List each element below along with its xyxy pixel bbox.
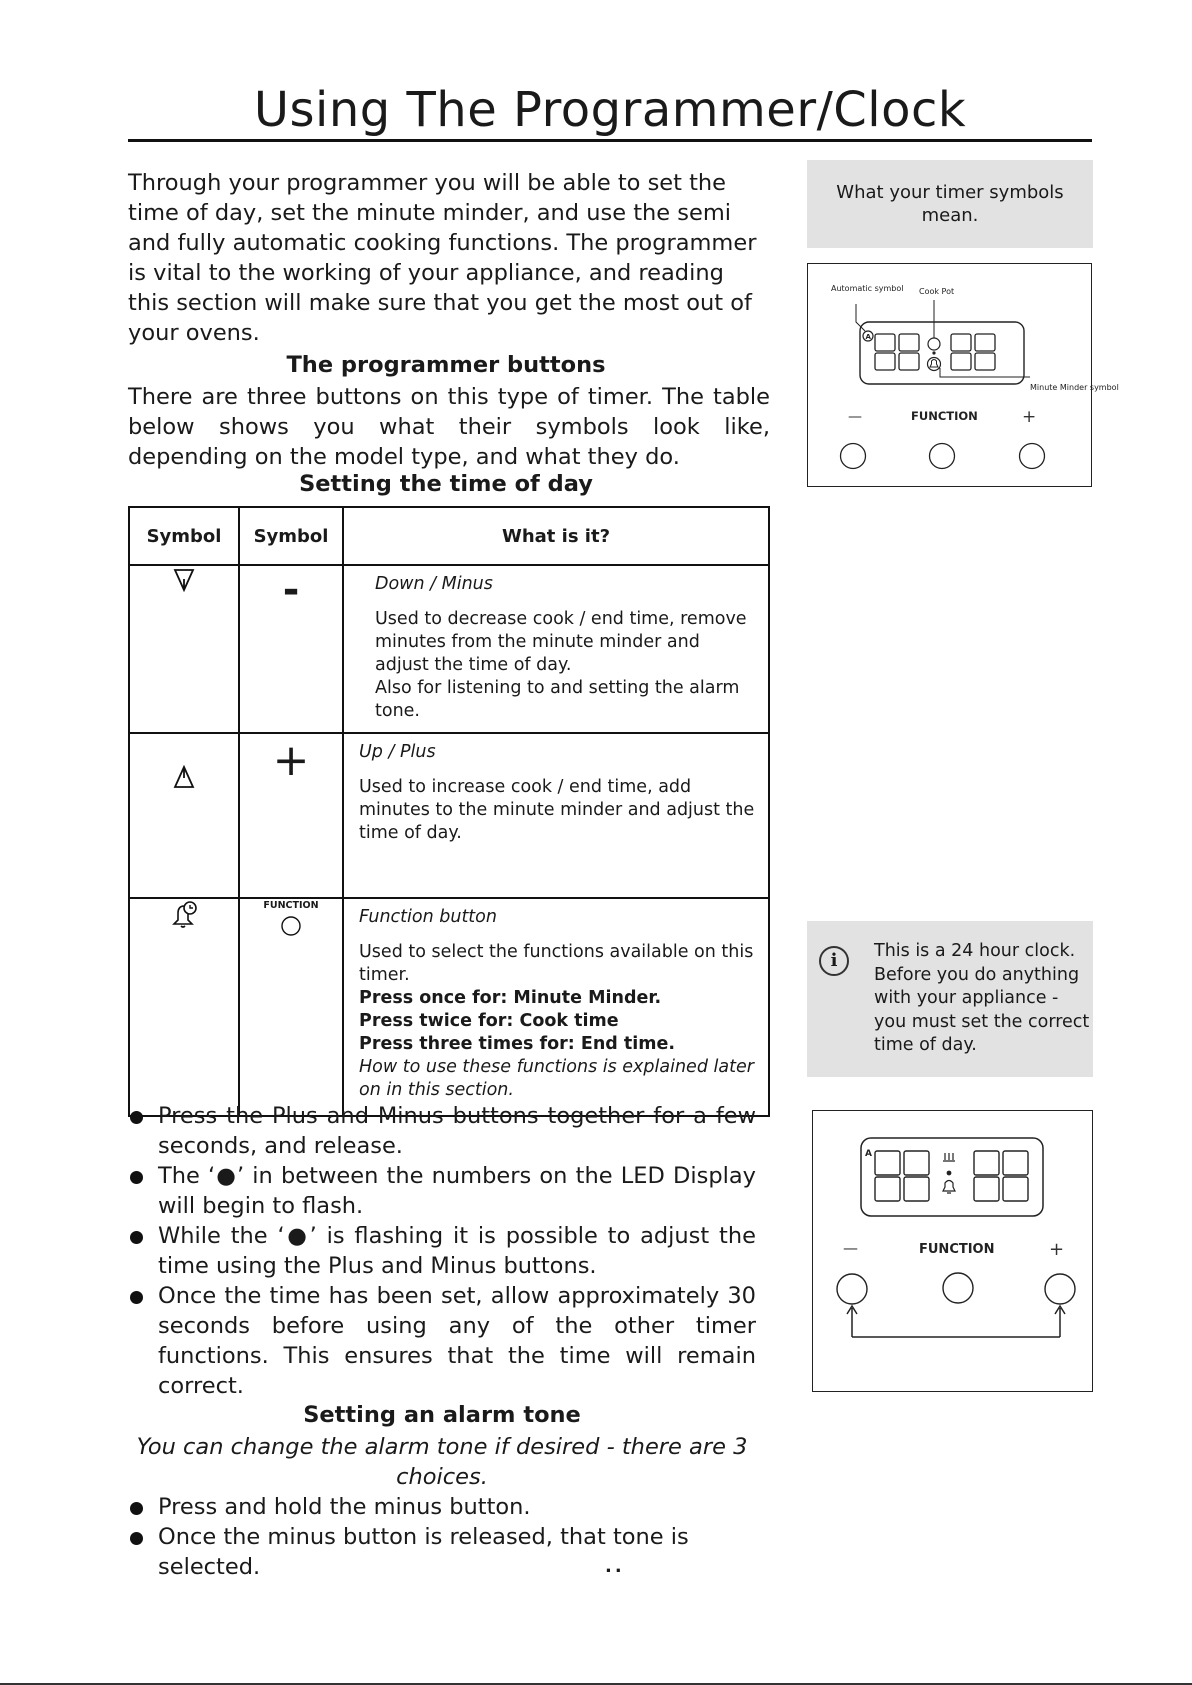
intro-paragraph: Through your programmer you will be able to set the time of day, set the minute minder, and use the semi and fully automatic cooking functions. The programmer is vital to the working of your appliance, and reading this section will make sure that you get the most out of your ovens. (128, 170, 757, 346)
plus-button (1020, 444, 1045, 469)
table-header: Symbol (129, 507, 239, 565)
arrow-right (1055, 1306, 1065, 1337)
automatic-letter: A (865, 1149, 872, 1159)
row-title: Up / Plus (359, 742, 436, 762)
table-header-row (129, 507, 769, 565)
row-title: Function button (359, 907, 497, 927)
set-time-panel (812, 1110, 1093, 1392)
info-text: This is a 24 hour clock. Before you do anything with your appliance - you must set the correct time of day. (874, 941, 1090, 1055)
row-description: Used to increase cook / end time, add minutes to the minute minder and adjust the time of day. (359, 777, 755, 843)
table-header: Symbol (239, 507, 343, 565)
time-of-day-heading: Setting the time of day (299, 471, 593, 497)
page-title: Using The Programmer/Clock (253, 82, 967, 138)
minute-minder-icon (943, 1181, 955, 1194)
function-description-cell (343, 898, 769, 1116)
cook-pot-icon (943, 1153, 955, 1161)
minus-label: — (843, 1239, 858, 1257)
table-header: What is it? (343, 507, 769, 565)
function-button-cell (239, 898, 343, 1116)
function-label: FUNCTION (911, 409, 978, 423)
time-setting-list (128, 1101, 756, 1401)
minus-button (837, 1274, 867, 1304)
list-item: Once the time has been set, allow approximately 30 seconds before using any of the other timer functions. This ensures that the time will remain correct. (128, 1281, 756, 1401)
down-triangle-icon (173, 567, 195, 593)
table-row (129, 898, 769, 1116)
down-symbol-cell (129, 565, 239, 733)
bell-clock-icon (168, 900, 200, 930)
list-item: Press the Plus and Minus buttons together for a few seconds, and release. (128, 1101, 756, 1161)
up-symbol-cell (129, 733, 239, 898)
alarm-list (128, 1492, 756, 1582)
press-three-times-line: Press three times for: End time. (359, 1034, 676, 1054)
bullet-icon (130, 1231, 143, 1244)
button-symbols-table (128, 506, 770, 1117)
cook-pot-label: Cook Pot (919, 287, 955, 296)
led-colon-dot (947, 1171, 952, 1176)
press-twice-line: Press twice for: Cook time (359, 1011, 619, 1031)
function-button-icon (280, 915, 302, 937)
plus-button (1045, 1274, 1075, 1304)
arrow-left (847, 1306, 857, 1337)
up-triangle-icon (173, 764, 195, 790)
minus-symbol-cell (239, 565, 343, 733)
function-symbol-cell (129, 898, 239, 1116)
alarm-subtitle: You can change the alarm tone if desired - there are 3 choices. (136, 1434, 748, 1490)
function-button (943, 1273, 973, 1303)
up-description-cell (343, 733, 769, 898)
function-label: FUNCTION (919, 1242, 995, 1257)
down-description-cell (343, 565, 769, 733)
minute-minder-label: Minute Minder symbol (1030, 383, 1119, 392)
plus-label: + (1022, 407, 1037, 427)
automatic-letter: A (865, 333, 871, 341)
function-button (930, 444, 955, 469)
cook-pot-icon (928, 338, 940, 350)
press-once-line: Press once for: Minute Minder. (359, 988, 662, 1008)
bullet-icon (130, 1171, 143, 1184)
list-item: Once the minus button is released, that tone is selected. (128, 1522, 756, 1582)
function-label: FUNCTION (263, 900, 319, 911)
bullet-icon (130, 1502, 143, 1515)
led-colon-dot (932, 351, 935, 354)
buttons-heading: The programmer buttons (286, 352, 606, 378)
set-time-diagram (813, 1111, 1091, 1390)
bullet-icon (130, 1111, 143, 1124)
automatic-symbol-label: Automatic symbol (831, 284, 904, 293)
info-icon: i (819, 946, 849, 976)
bullet-icon (130, 1291, 143, 1304)
symbols-caption-box (807, 160, 1093, 248)
plus-icon: + (272, 735, 310, 786)
row-note: How to use these functions is explained later on in this section. (359, 1057, 754, 1100)
minus-label: — (848, 409, 862, 425)
title-rule (128, 139, 1092, 142)
timer-symbols-panel (807, 263, 1119, 487)
table-row (129, 733, 769, 898)
list-item: Press and hold the minus button. (128, 1492, 756, 1522)
minus-icon: - (282, 567, 300, 613)
symbols-caption: What your timer symbols mean. (836, 182, 1064, 226)
list-item: While the ‘●’ is flashing it is possible to adjust the time using the Plus and Minus buttons. (128, 1221, 756, 1281)
plus-label: + (1049, 1239, 1065, 1260)
buttons-paragraph: There are three buttons on this type of timer. The table below shows you what their symbols look like, depending on the model type, and what they do. (128, 384, 770, 470)
list-item: The ‘●’ in between the numbers on the LED Display will begin to flash. (128, 1161, 756, 1221)
minus-button (841, 444, 866, 469)
plus-symbol-cell (239, 733, 343, 898)
page-marker: .. (605, 1556, 625, 1577)
row-description: Used to select the functions available on this timer. (359, 942, 754, 985)
led-digits (875, 1151, 1028, 1201)
row-description: Also for listening to and setting the alarm tone. (375, 678, 740, 721)
bullet-icon (130, 1532, 143, 1545)
row-description: Used to decrease cook / end time, remove minutes from the minute minder and adjust the time of day. (375, 609, 747, 675)
row-title: Down / Minus (375, 574, 493, 594)
alarm-heading: Setting an alarm tone (303, 1402, 581, 1428)
timer-diagram (808, 264, 1119, 485)
table-row (129, 565, 769, 733)
